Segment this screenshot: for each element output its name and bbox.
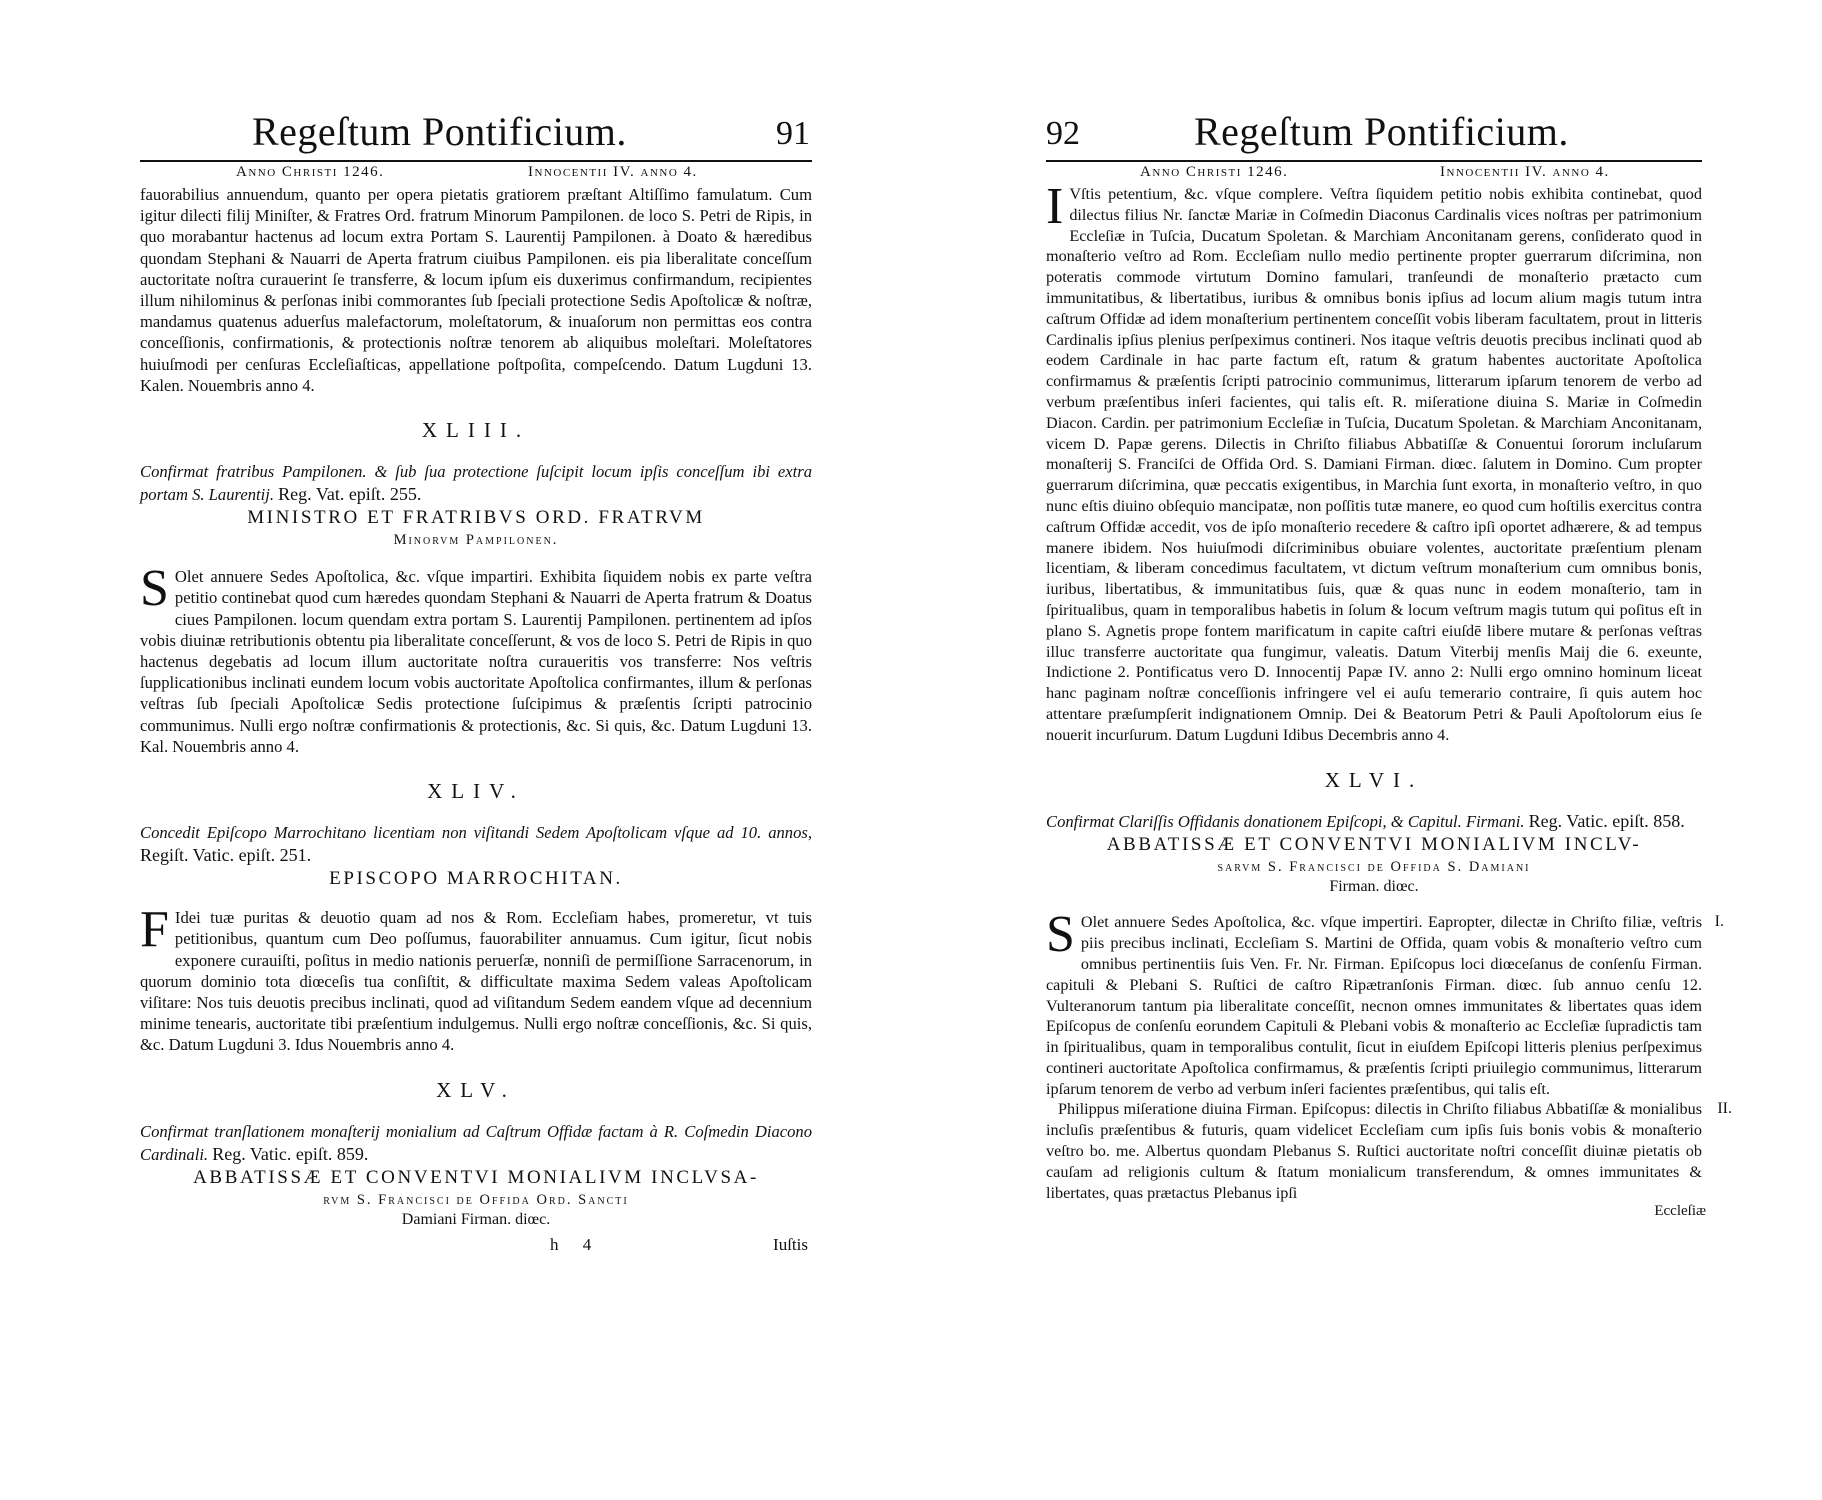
addressee-line-2: sarvm S. Francisci de Offida S. Damiani <box>1217 859 1531 876</box>
summary-text: Confirmat tranſlationem monaſterij monialium ad Caſtrum Offidæ factam à R. Coſmedin Diacono Cardinali. <box>140 1121 812 1164</box>
addressee-line-1: ABBATISSÆ ET CONVENTVI MONIALIVM INCLVSA- <box>193 1166 759 1188</box>
register-reference: Reg. Vat. epiſt. 255. <box>278 484 422 505</box>
running-title: Regeſtum Pontificium. <box>1194 109 1569 154</box>
left-page <box>140 0 812 1263</box>
page-footer <box>1046 1203 1706 1231</box>
addressee-line-2: Minorvm Pampilonen. <box>393 532 559 549</box>
page-footer <box>140 1235 812 1263</box>
addressee-line-1: EPISCOPO MARROCHITAN. <box>329 868 623 890</box>
letter-block <box>1046 1099 1732 1203</box>
summary-text: Concedit Epiſcopo Marrochitano licentiam non viſitandi Sedem Apoſtolicam vſque ad 10. annos, <box>140 823 812 843</box>
addressee <box>140 867 812 891</box>
continuation-text: fauorabilius annuendum, quanto per opera pietatis gratiorem præſtant Altiſſimo famulatum. Cum igitur dilecti filij Miniſter, & Fratres Ord. fratrum Minorum Pampilonen. de loco S. Petri de Ripis, in quo morabantur hactenus ad locum extra Portam S. Laurentij Pampilonen. à Doato & hæredibus quondam Stephani & Nauarri de Aperta fratrum ciuibus Pampilonen. eis pia liberalitate conceſſum auctoritate noſtra curauerint ſe transferre, & locum ipſum eis duxerimus confirmandum, recipientes illum nihilominus & perſonas inibi commorantes ſub ſpeciali protectione Sedis Apoſtolicæ & noſtræ, mandamus quatenus aduerſus malefactorum, moleſtatorum, & inuaſorum non permittas eos contra conceſſionis, confirmationis, & protectionis noſtræ tenorem ab aliquibus moleſtari. Moleſtatores huiuſmodi per cenſuras Eccleſiaſticas, appellatione poſtpoſita, compeſcendo. Datum Lugduni 13. Kalen. Nouembris anno 4. <box>140 185 812 395</box>
register-reference: Reg. Vatic. epiſt. 859. <box>212 1143 369 1164</box>
running-head <box>140 108 812 184</box>
addressee-line-2: rvm S. Francisci de Offida Ord. Sancti <box>323 1191 629 1208</box>
section-numeral: XLV. <box>436 1077 516 1102</box>
letter-text <box>1046 906 1702 1099</box>
section-summary <box>140 1121 812 1166</box>
page-number: 92 <box>1046 115 1080 152</box>
page-number: 91 <box>776 115 810 152</box>
letter-body-continued: Philippus miſeratione diuina Firman. Epiſcopus: dilectis in Chriſto filiabus Abbatiſſæ & monialibus incluſis præſentibus & futuris, quam videlicet Eccleſiam cum ipſis ſuis bonis vobis & monaſterio veſtro bo. me. Albertus quondam Plebanus S. Ruſtici auctoritate noſtri conceſſit diuinæ pietatis ob cauſam ad religionis cultum & ſtatum monialicum transferendum, & omnes immunitates & libertates, quas prætactus Plebanus ipſi <box>1046 1100 1702 1202</box>
section-numeral: XLIII. <box>421 418 531 443</box>
right-page <box>1046 0 1732 1231</box>
register-reference: Regiſt. Vatic. epiſt. 251. <box>140 845 312 866</box>
section-summary <box>1046 810 1702 833</box>
page-content <box>1046 178 1732 1203</box>
addressee-line-1: ABBATISSÆ ET CONVENTVI MONIALIVM INCLV- <box>1106 834 1642 856</box>
margin-note: II. <box>1717 1100 1732 1118</box>
letter-block <box>1046 906 1724 1099</box>
summary-text: Confirmat fratribus Pampilonen. & ſub ſua protectione ſuſcipit locum ipſis conceſſum ibi extra portam S. Laurentij. <box>140 462 812 505</box>
signature-mark: h 4 <box>550 1234 602 1254</box>
register-reference: Reg. Vatic. epiſt. 858. <box>1528 811 1685 832</box>
reign-heading: Innocentii IV. anno 4. <box>528 164 698 180</box>
section-numeral: XLIV. <box>427 779 525 804</box>
section-summary <box>140 461 812 506</box>
drop-cap: S <box>1046 906 1075 964</box>
head-rule <box>1046 160 1702 162</box>
summary-text: Confirmat Clariſſis Offidanis donationem Epiſcopi, & Capitul. Firmani. <box>1046 812 1525 832</box>
year-heading: Anno Christi 1246. <box>1140 164 1289 180</box>
running-title: Regeſtum Pontificium. <box>252 109 627 154</box>
letter-text <box>1046 178 1702 746</box>
letter-text <box>140 560 812 757</box>
margin-note: I. <box>1714 913 1724 931</box>
drop-cap: F <box>140 901 169 959</box>
drop-cap: S <box>140 560 169 618</box>
addressee <box>1046 833 1702 896</box>
catchword: Eccleſiæ <box>1654 1203 1706 1220</box>
letter-body: Vſtis petentium, &c. vſque complere. Veſtra ſiquidem petitio nobis exhibita continebat, quod dilectus filius Nr. ſanctæ Mariæ in Coſmedin Diaconus Cardinalis vices noſtras per patrimonium Eccleſiæ in Tuſcia, Ducatum Spoletan. & Marchiam Anconitanam gerens, conſiderato quod in monaſterio veſtro ad Rom. Eccleſiam nullo medio pertinente propter guerrarum diſcrimina, non poteratis commode virtutum Domino famulari, tranſeundi de monaſterio prætacto cum immunitatibus, & libertatibus, iuribus & omnibus bonis ipſius ad locum alium magis tutum intra caſtrum Offidæ ad idem monaſterium pertinentem conceſſit vobis liberam facultatem, prout in litteris Cardinalis ipſius plenius perſpeximus contineri. Nos itaque veſtris deuotis precibus inclinati quod ab eodem Cardinale in hac parte factum eſt, ratum & gratum habentes auctoritate Apoſtolica confirmamus & præſentis ſcripti patrocinio communimus, litterarum ipſarum tenorem de verbo ad verbum præſentibus inſeri facientes, qui talis eſt. R. miſeratione diuina S. Mariæ in Coſmedin Diacon. Cardin. per patrimonium Eccleſiæ in Tuſcia, Ducatum Spoletan. & Marchiam Anconitanam, vicem D. Papæ gerens. Dilectis in Chriſto filiabus Abbatiſſæ & Conuentui ſororum incluſarum monaſterij S. Franciſci de Offida Ord. S. Damiani Firman. diœc. ſalutem in Domino. Cum propter guerrarum diſcrimina, quæ peccatis exigentibus, in Marchia ſunt exorta, in monaſterio veſtro, in quo nunc eſtis diuino obſequio mancipatæ, non poſſitis tutæ manere, eo quod cum hoſtilis exercitus contra caſtrum Offidæ accedit, vos de ipſo monaſterio recedere & caſtro ipſi oportet adhærere, & ad tempus manere ibidem. Nos huiuſmodi diſcriminibus obuiare volentes, auctoritate præſentium plenam licentiam, & liberam concedimus facultatem, vt dictum veſtrum monaſterium cum omnibus bonis, iuribus, libertatibus, & immunitatibus ſuis, quæ & quas nunc in eodem monaſterio, tam in ſpiritualibus, quam in temporalibus habetis in ſolum & locum veſtrum magis tutum qui poſitus eſt in plano S. Agnetis prope fontem marificatum in capite caſtri eiuſdē libere mutare & perſonas veſtras illuc transferre auctoritate qua fungimur, valeatis. Datum Viterbij menſis Maij die 6. exeunte, Indictione 2. Pontificatus vero D. Innocentij Papæ IV. anno 2: Nulli ergo omnino hominum liceat hanc paginam noſtræ conceſſionis infringere vel ei auſu temerario contraire, ſi quis autem hoc attentare præſumpſerit indignationem Omnip. Dei & Beatorum Petri & Pauli Apoſtolorum eius ſe nouerit incurſurum. Datum Lugduni Idibus Decembris anno 4. <box>1046 185 1702 744</box>
section-summary <box>140 822 812 867</box>
page-content <box>140 184 812 1229</box>
running-head <box>1046 108 1702 184</box>
head-rule <box>140 160 812 162</box>
year-heading: Anno Christi 1246. <box>236 164 385 180</box>
catchword: Iuſtis <box>773 1234 808 1254</box>
addressee <box>140 1166 812 1229</box>
section-numeral: XLVI. <box>1324 767 1424 792</box>
letter-body: Olet annuere Sedes Apoſtolica, &c. vſque impartiri. Exhibita ſiquidem nobis ex parte veſtra petitio continebat quod cum hæredes quondam Stephani & Nauarri de Aperta fratrum & Doatus ciues Pampilonen. locum quendam extra portam S. Laurentij Pampilonen. pertinentem ad ipſos vobis diuinæ retributionis obtentu pia liberalitate conceſſerunt, & vos de loco S. Petri de Ripis in quo hactenus degebatis ad locum illum auctoritate noſtra curaueritis vos transferre: Nos veſtris ſupplicationibus inclinati eundem locum vobis auctoritate Apoſtolica confirmantes, illum & perſonas veſtras ſub ſpeciali Apoſtolicæ Sedis protectione ſuſcipimus & præſentis ſcripti patrocinio communimus. Nulli ergo noſtræ confirmationis & protectionis, &c. Si quis, &c. Datum Lugduni 13. Kal. Nouembris anno 4. <box>140 567 812 756</box>
addressee-line-3: Damiani Firman. diœc. <box>401 1210 551 1228</box>
addressee <box>140 506 812 550</box>
letter-body: Idei tuæ puritas & deuotio quam ad nos & Rom. Eccleſiam habes, promeretur, vt tuis petitionibus, quantum cum Deo poſſumus, fauorabiliter annuamus. Cum igitur, ſicut nobis exponere curauiſti, poſitus in medio nationis peruerſæ, nonniſi de permiſſione Sarracenorum, in quorum dominio tota diœceſis tua conſiſtit, & difficultate maxima Sedem valeas Apoſtolicam viſitare: Nos tuis deuotis precibus inclinati, quod ad viſitandum Sedem eandem vſque ad decennium minime tenearis, auctoritate tibi præſentium indulgemus. Nulli ergo noſtræ conceſſionis, &c. Si quis, &c. Datum Lugduni 3. Idus Nouembris anno 4. <box>140 908 812 1055</box>
drop-cap: I <box>1046 178 1064 235</box>
letter-text <box>140 901 812 1055</box>
addressee-line-1: MINISTRO ET FRATRIBVS ORD. FRATRVM <box>247 507 705 529</box>
letter-body: Olet annuere Sedes Apoſtolica, &c. vſque impertiri. Eapropter, dilectæ in Chriſto filiæ, veſtris piis precibus inclinati, Eccleſiam S. Martini de Offida, quam vobis & monaſterio veſtro cum omnibus pertinentiis ſuis Ven. Fr. Nr. Firman. Epiſcopus loci diœceſanus de conſenſu Firman. capituli & Plebani S. Ruſtici de caſtro Ripætranſonis Firman. diœc. ſub annuo cenſu 12. Vulteranorum tantum pia liberalitate conceſſit, necnon omnes immunitates & libertates quas idem Epiſcopus de conſenſu eorundem Capituli & Plebani vobis & monaſterio ac Eccleſiæ ſupradictis tam in ſpiritualibus, quam in temporalibus contulit, ſicut in eiuſdem Epiſcopi litteris plenius perſpeximus contineri auctoritate Apoſtolica confirmamus, & præſentis ſcripti priuilegio communimus, litterarum ipſarum tenorem de verbo ad verbum inſeri facientes præſentibus, qui talis eſt. <box>1046 913 1702 1098</box>
reign-heading: Innocentii IV. anno 4. <box>1440 164 1610 180</box>
addressee-line-3: Firman. diœc. <box>1329 878 1419 896</box>
